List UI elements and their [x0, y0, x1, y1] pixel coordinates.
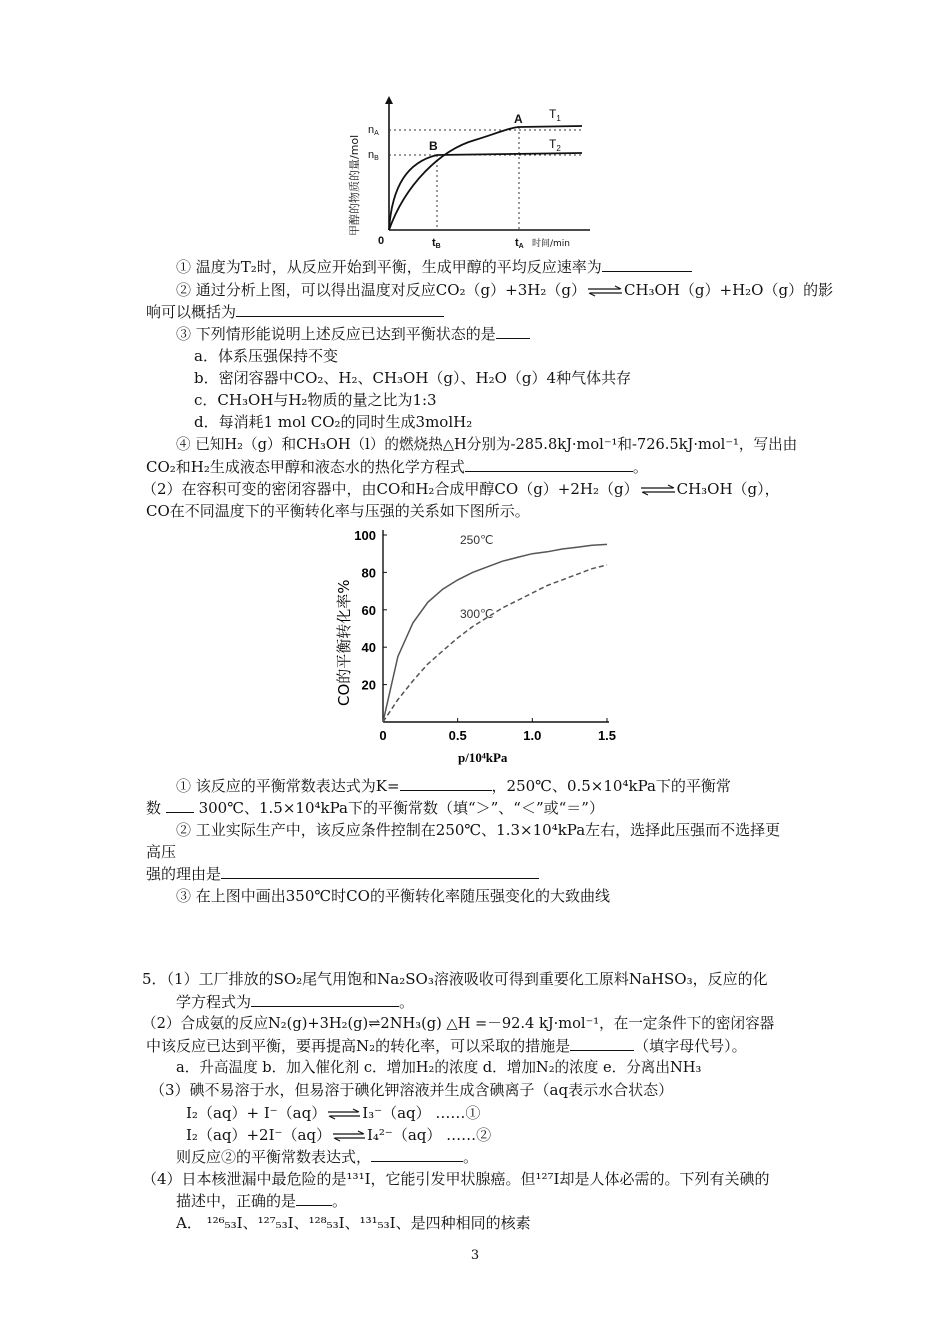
reversible-arrow-icon [326, 1108, 362, 1120]
chart2-ytick-label: 60 [361, 602, 376, 618]
chart1-ytick-nA: nA [368, 124, 379, 137]
reversible-arrow-icon [586, 285, 624, 297]
chart1-series-T2: $T_2$ [549, 137, 561, 153]
q1-line2: ② 通过分析上图，可以得出温度对反应CO₂（g）+3H₂（g） CH₃OH（g）+H₂O（g）的影 [176, 281, 834, 299]
chart1-point-B: B [429, 139, 438, 153]
q1-option-d: d．每消耗1 mol CO₂的同时生成3molH₂ [194, 413, 473, 431]
q5-line4: 中该反应已达到平衡，要再提高N₂的转化率，可以采取的措施是 （填字母代号）。 [146, 1037, 747, 1055]
chart2-ytick-label: 40 [361, 640, 376, 656]
q1-line6: CO₂和H₂生成液态甲醇和液态水的热化学方程式 。 [146, 458, 648, 476]
q5-eq1: I₂（aq）+ I⁻（aq） I₃⁻（aq） ……① [186, 1104, 481, 1122]
q5-line9: 描述中，正确的是 。 [176, 1192, 348, 1210]
q5-line5: a．升高温度 b．加入催化剂 c．增加H₂的浓度 d．增加N₂的浓度 e．分离出NH₃ [176, 1059, 702, 1076]
page-number: 3 [470, 1248, 480, 1263]
q1-line3: 响可以概括为 [146, 302, 444, 322]
chart1-xtick-tA: tA [515, 237, 524, 250]
q5-eq2: I₂（aq）+2I⁻（aq） I₄²⁻（aq） ……② [186, 1126, 492, 1144]
chart1-y-label: 甲醇的物质的量/mol [348, 134, 361, 236]
chart2-xtick-label: 1.5 [597, 728, 617, 743]
chart1-curve-T1 [389, 126, 582, 230]
q5-line8: （4）日本核泄漏中最危险的是¹³¹I，它能引发甲状腺癌。但¹²⁷I却是人体必需的。下列有关碘的 [142, 1170, 770, 1188]
chart2-xtick-label: 0.5 [448, 728, 467, 743]
q2-line1: （2）在容积可变的密闭容器中，由CO和H₂合成甲醇CO（g）+2H₂（g） CH₃OH（g）， [142, 480, 780, 498]
q1-line5: ④ 已知H₂（g）和CH₃OH（l）的燃烧热△H分别为-285.8kJ·mol⁻¹和-726.5kJ·mol⁻¹，写出由 [176, 436, 798, 453]
chart1-series-T1: $T_1$ [549, 107, 561, 123]
chart2-ytick-label: 100 [354, 528, 376, 543]
chart1-curve-T2 [389, 153, 582, 230]
q5-line3: （2）合成氨的反应N₂(g)+3H₂(g)⇌2NH₃(g) △H =－92.4 kJ·mol⁻¹，在一定条件下的密闭容器 [142, 1015, 775, 1032]
chart2-series-2-line [383, 565, 607, 722]
q5-line10: A． ¹²⁶₅₃I、¹²⁷₅₃I、¹²⁸₅₃I、¹³¹₅₃I、是四种相同的核素 [176, 1214, 531, 1232]
answer-blank[interactable] [400, 776, 492, 791]
chart1-origin: 0 [378, 235, 385, 247]
chart2-y-label: CO的平衡转化率% [335, 579, 353, 706]
q2-line2: CO在不同温度下的平衡转化率与压强的关系如下图所示。 [146, 502, 530, 520]
reversible-arrow-icon [331, 1130, 367, 1142]
q2-c1-line2: 数 300℃、1.5×10⁴kPa下的平衡常数（填“＞”、“＜”或“＝”） [146, 799, 604, 817]
answer-blank[interactable] [221, 864, 539, 879]
chart1-ytick-nB: nB [368, 149, 379, 162]
q2-c2-line3: 强的理由是 [146, 864, 539, 884]
q1-option-a: a．体系压强保持不变 [194, 347, 338, 365]
q1-option-c: c．CH₃OH与H₂物质的量之比为1:3 [194, 391, 437, 409]
answer-blank[interactable] [371, 1147, 463, 1162]
chart2-xtick-label: 0 [379, 728, 387, 743]
chart2-series-1-label: 250℃ [460, 533, 494, 547]
chart2-x-label: p/10⁴kPa [458, 750, 508, 765]
chart2-series-2-label: 300℃ [460, 607, 494, 621]
q2-c1-line1: ① 该反应的平衡常数表达式为K= ，250℃、0.5×10⁴kPa下的平衡常 [176, 777, 731, 795]
answer-blank[interactable] [236, 302, 444, 317]
chart1-point-A: A [514, 112, 523, 126]
answer-blank[interactable] [465, 457, 633, 472]
q5-line2: 学方程式为 。 [176, 993, 415, 1011]
chart1-y-arrow [385, 96, 393, 104]
chart1-x-label: 时间/min [532, 239, 571, 249]
chart2-ytick-label: 80 [361, 565, 376, 581]
q5-line7: 则反应②的平衡常数表达式， 。 [176, 1148, 479, 1166]
chart1-xtick-tB: tB [432, 237, 441, 250]
q1-line4: ③ 下列情形能说明上述反应已达到平衡状态的是 [176, 324, 530, 344]
chart2-xtick-label: 1.0 [523, 728, 542, 743]
q1-option-b: b．密闭容器中CO₂、H₂、CH₃OH（g）、H₂O（g）4种气体共存 [194, 369, 632, 387]
answer-blank[interactable] [296, 1191, 332, 1206]
q2-c2-line2: 高压 [146, 843, 177, 861]
q2-c3: ③ 在上图中画出350℃时CO的平衡转化率随压强变化的大致曲线 [176, 887, 610, 905]
answer-blank[interactable] [166, 798, 194, 813]
answer-blank[interactable] [570, 1036, 634, 1051]
chart2-ytick-label: 20 [361, 677, 376, 693]
q5-line1: 5．（1）工厂排放的SO₂尾气用饱和Na₂SO₃溶液吸收可得到重要化工原料NaHSO₃，反应的化 [142, 970, 768, 988]
q2-c2-line1: ② 工业实际生产中，该反应条件控制在250℃、1.3×10⁴kPa左右，选择此压强而不选择更 [176, 821, 781, 839]
chart2-series-1-line [383, 544, 607, 722]
answer-blank[interactable] [496, 324, 530, 339]
q1-line1: ① 温度为T₂时，从反应开始到平衡，生成甲醇的平均反应速率为 [176, 257, 692, 277]
reversible-arrow-icon [639, 484, 677, 496]
answer-blank[interactable] [251, 992, 399, 1007]
answer-blank[interactable] [602, 257, 692, 272]
q5-line6: （3）碘不易溶于水，但易溶于碘化钾溶液并生成含碘离子（aq表示水合状态） [150, 1081, 674, 1099]
